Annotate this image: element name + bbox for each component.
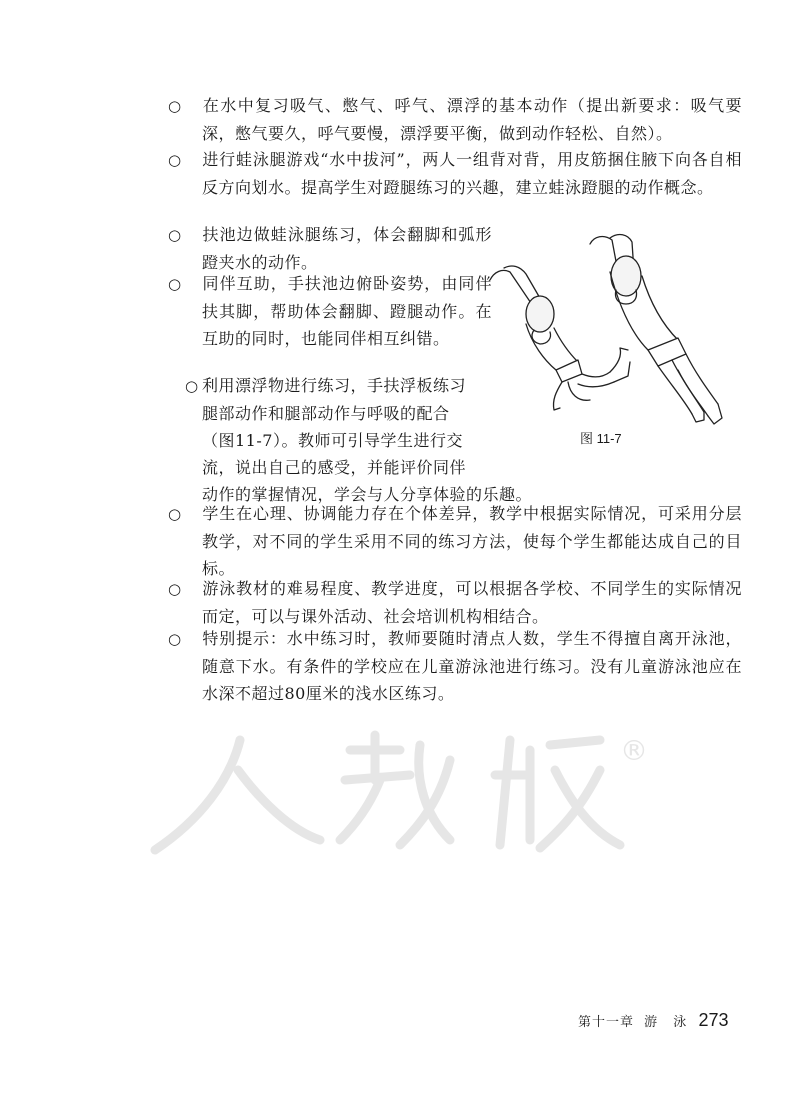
paragraph-text: 同伴互助，手扶池边俯卧姿势，由同伴扶其脚，帮助体会翻脚、蹬腿动作。在互助的同时，也能同伴相互纠错。 bbox=[202, 274, 492, 348]
paragraph-text: 学生在心理、协调能力存在个体差异，教学中根据实际情况，可采用分层教学，对不同的学生采用不同的练习方法，使每个学生都能达成自己的目标。 bbox=[202, 504, 742, 578]
page-number: 273 bbox=[698, 1010, 729, 1030]
paragraph-text: 游泳教材的难易程度、教学进度，可以根据各学校、不同学生的实际情况而定，可以与课外活动、社会培训机构相结合。 bbox=[202, 579, 742, 626]
bullet-icon: ○ bbox=[168, 505, 182, 523]
paragraph-line: 腿部动作和腿部动作与呼吸的配合 bbox=[202, 404, 450, 423]
bullet-icon: ○ bbox=[168, 630, 182, 648]
paragraph-text: 在水中复习吸气、憋气、呼气、漂浮的基本动作（提出新要求：吸气要深，憋气要久，呼气要慢，漂浮要平衡，做到动作轻松、自然）。 bbox=[202, 96, 742, 143]
paragraph-special-reminder bbox=[168, 625, 742, 707]
paragraph-individual-differences bbox=[168, 500, 742, 582]
bullet-icon: ○ bbox=[168, 97, 182, 115]
paragraph-text: 进行蛙泳腿游戏“水中拔河”，两人一组背对背，用皮筋捆住腋下向各自相反方向划水。提高学生对蹬腿练习的兴趣，建立蛙泳蹬腿的动作概念。 bbox=[202, 150, 742, 197]
paragraph-line: （图11-7）。教师可引导学生进行交 bbox=[202, 431, 463, 450]
swimmers-kickboard-illustration bbox=[482, 232, 747, 432]
swimmer-straight bbox=[590, 235, 722, 424]
figure-caption: 图 11-7 bbox=[580, 431, 622, 446]
paragraph-poolside-kick bbox=[168, 221, 492, 276]
paragraph-line: 流，说出自己的感受，并能评价同伴 bbox=[202, 458, 467, 477]
chapter-topic: 游 泳 bbox=[644, 1015, 693, 1030]
chapter-label: 第十一章 bbox=[578, 1015, 635, 1030]
bullet-icon: ○ bbox=[168, 226, 182, 244]
page-footer bbox=[578, 1010, 728, 1031]
paragraph-curriculum-difficulty bbox=[168, 575, 742, 630]
registered-mark: ® bbox=[620, 734, 648, 767]
paragraph-tug-of-war-game bbox=[168, 146, 742, 201]
swimmer-bent-legs bbox=[490, 266, 630, 410]
bullet-icon: ○ bbox=[168, 580, 182, 598]
bullet-icon: ○ bbox=[168, 275, 182, 293]
paragraph-line: 利用漂浮物进行练习，手扶浮板练习 bbox=[202, 376, 467, 395]
paragraph-text: 特别提示：水中练习时，教师要随时清点人数，学生不得擅自离开泳池，随意下水。有条件的学校应在儿童游泳池进行练习。没有儿童游泳池应在水深不超过80厘米的浅水区练习。 bbox=[202, 629, 742, 703]
publisher-watermark-logo bbox=[150, 720, 650, 860]
bullet-icon: ○ bbox=[185, 377, 199, 395]
paragraph-breathing-review bbox=[168, 92, 742, 147]
bullet-icon: ○ bbox=[168, 151, 182, 169]
paragraph-partner-help bbox=[168, 270, 492, 352]
paragraph-text: 扶池边做蛙泳腿练习，体会翻脚和弧形蹬夹水的动作。 bbox=[202, 225, 492, 272]
paragraph-line: 动作的掌握情况，学会与人分享体验的乐趣。 bbox=[202, 485, 533, 504]
